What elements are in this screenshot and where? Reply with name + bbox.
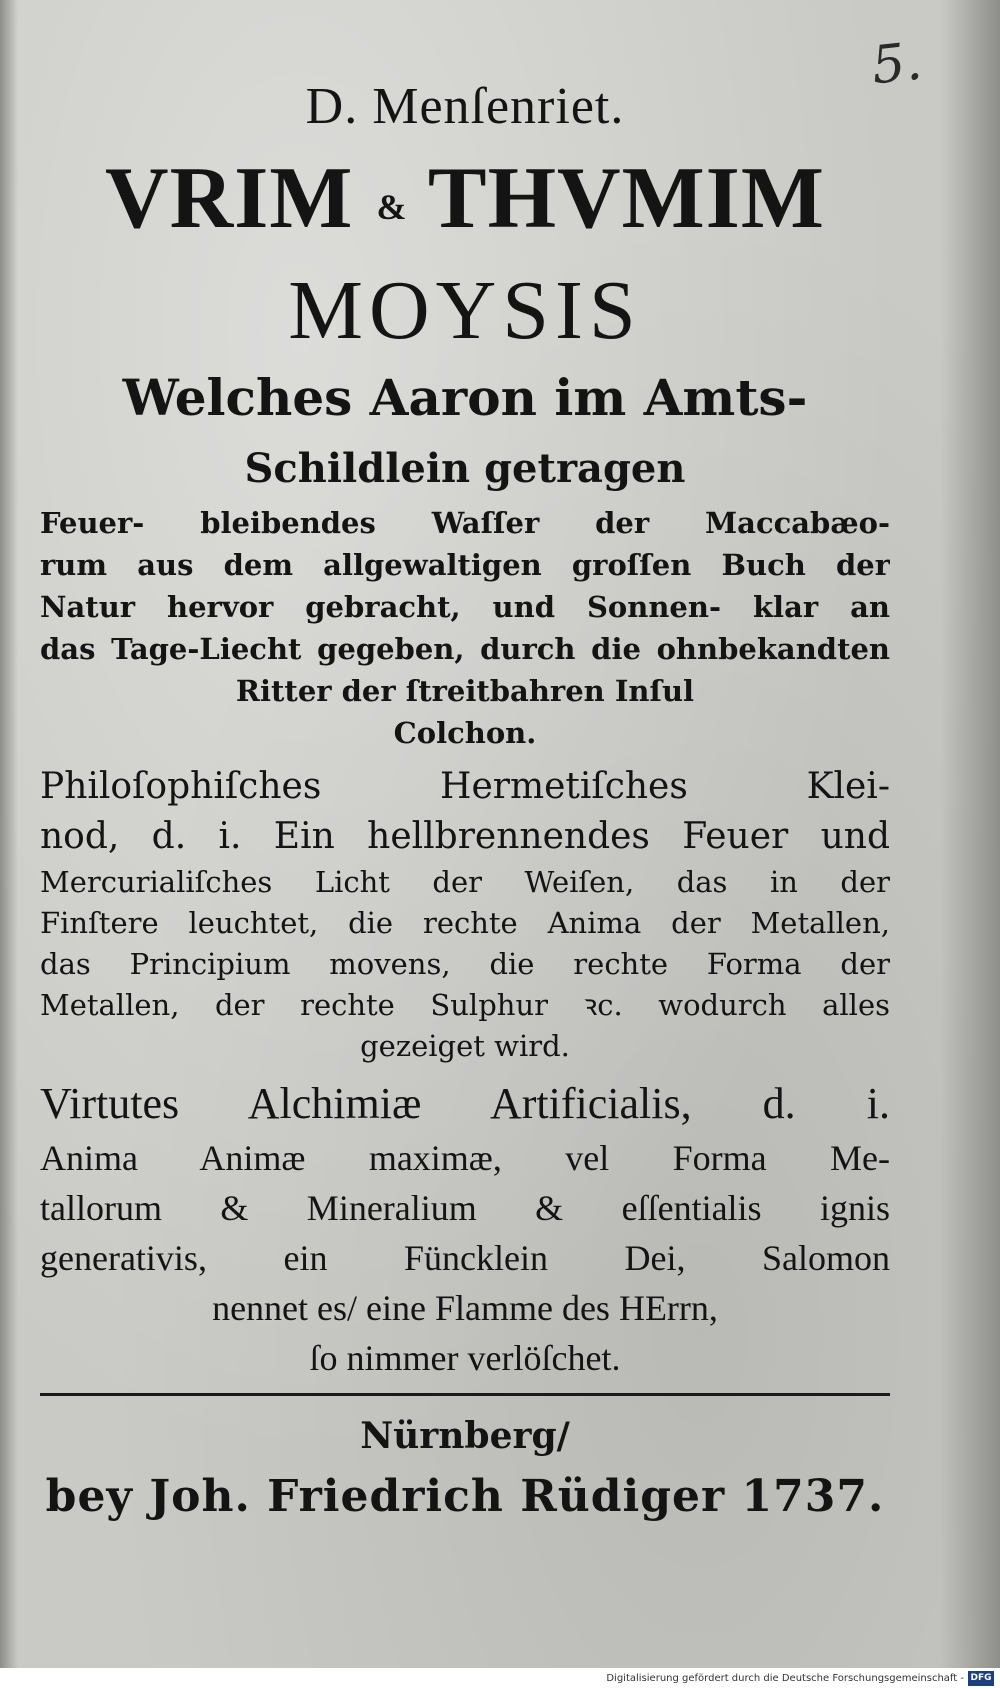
paragraph-1-line: Feuer- bleibendes Waſſer der Maccabæo- xyxy=(40,505,890,540)
paragraph-1-line: Ritter der ſtreitbahren Inſul xyxy=(235,673,695,708)
title-word-vrim: VRIM xyxy=(105,150,354,247)
paragraph-3-line: nennet es/ eine Flamme des HErrn, xyxy=(212,1287,718,1328)
imprint-place: Nürnberg/ xyxy=(360,1414,570,1457)
paragraph-2-line: Finſtere leuchtet, die rechte Anima der Metallen, xyxy=(40,905,890,940)
subtitle-line-1: Welches Aaron im Amts- xyxy=(122,367,808,427)
folio-number: 5. xyxy=(869,31,925,97)
paragraph-1-line: Natur hervor gebracht, und Sonnen- klar an xyxy=(40,589,890,624)
dfg-logo-icon: DFG xyxy=(968,1671,994,1686)
paragraph-3 xyxy=(40,1075,890,1383)
paragraph-1 xyxy=(40,502,890,754)
paragraph-2-line: gezeiget wird. xyxy=(360,1028,570,1063)
paragraph-2-line: Mercurialiſches Licht der Weiſen, das in der xyxy=(40,864,890,899)
title-ampersand: & xyxy=(376,186,407,227)
title-page-text xyxy=(40,70,890,1532)
paragraph-3-line: Anima Animæ maximæ, vel Forma Me- xyxy=(40,1137,890,1178)
imprint-printer: bey Joh. Friedrich Rüdiger 1737. xyxy=(45,1470,885,1522)
paragraph-3-line: generativis, ein Füncklein Dei, Salomon xyxy=(40,1237,890,1278)
paragraph-1-line: rum aus dem allgewaltigen groſſen Buch der xyxy=(40,547,890,582)
digitization-footer xyxy=(0,1668,1000,1690)
paragraph-1-line: das Tage-Liecht gegeben, durch die ohnbekandten xyxy=(40,631,890,666)
paragraph-1-line: Colchon. xyxy=(393,715,537,750)
title-word-thvmim: THVMIM xyxy=(427,150,825,247)
main-title-line-1 xyxy=(40,144,890,262)
paragraph-3-line: tallorum & Mineralium & eſſentialis ignis xyxy=(40,1187,890,1228)
paragraph-2-line: das Principium movens, die rechte Forma der xyxy=(40,946,890,981)
paragraph-3-heading-line: Virtutes Alchimiæ Artificialis, d. i. xyxy=(40,1078,890,1128)
paragraph-2-line: Metallen, der rechte Sulphur ꝛc. wodurch alles xyxy=(40,987,890,1022)
paragraph-2-heading-line: Philoſophiſches Hermetiſches Klei- xyxy=(40,765,890,807)
subtitle-line-2: Schildlein getragen xyxy=(244,444,686,492)
paragraph-3-line: ſo nimmer verlöſchet. xyxy=(309,1337,621,1378)
author-line: D. Menſenriet. xyxy=(305,78,625,135)
paragraph-2 xyxy=(40,762,890,1067)
main-title-line-2: MOYSIS xyxy=(288,263,642,357)
imprint-divider-rule xyxy=(40,1393,890,1396)
paragraph-2-heading-line: nod, d. i. Ein hellbrennendes Feuer und xyxy=(40,815,890,857)
funding-credit: Digitalisierung gefördert durch die Deutsche Forschungsgemeinschaft - xyxy=(606,1673,964,1684)
